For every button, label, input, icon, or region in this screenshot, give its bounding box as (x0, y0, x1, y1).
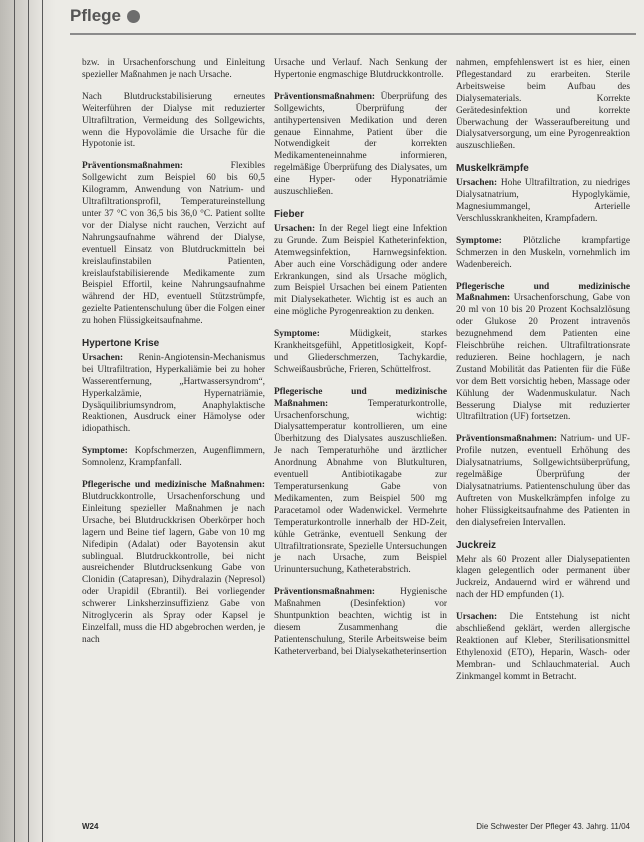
paragraph: bzw. in Ursachenforschung und Einleitung spezieller Maßnahmen je nach Ursache. (82, 58, 265, 80)
paragraph-label: Ursachen: (456, 178, 498, 189)
journal-citation: Die Schwester Der Pfleger 43. Jahrg. 11/04 (476, 822, 630, 831)
paragraph (274, 587, 447, 658)
subheading: Juckreiz (456, 539, 497, 551)
spine-line (14, 0, 15, 842)
paragraph (456, 178, 630, 226)
section-title: Pflege (70, 6, 122, 25)
paragraph-label: Pflegerische und medizinische Maßnahmen: (274, 386, 447, 409)
paragraph-text: Die Entstehung ist nicht abschließend geklärt, werden allergische Reaktionen auf Kleber, Sterilisationsmittel Ethylenoxid (ETO), Heparin, Wasch- oder Membran- und Schlauchmaterial. Auch Zinkmangel kommt in Betracht. (456, 612, 631, 682)
paragraph-label: Symptome: (82, 446, 128, 457)
text-column-1 (82, 58, 265, 657)
subheading: Fieber (274, 208, 305, 220)
subheading: Muskelkrämpfe (456, 163, 529, 175)
paragraph (82, 446, 265, 470)
paragraph-text: In der Regel liegt eine Infektion zu Grunde. Zum Beispiel Katheterinfektion, Atemwegsinfektion, Harnwegsinfektion. Aber auch eine Vorschädigung oder andere Erkrankungen, sind als Ursache möglich, zum Beispiel Ursachen bei einem Patienten mit Dialysekatheter. Wichtig ist es auch an eine mögliche Pyrogenreaktion zu denken. (274, 223, 448, 318)
paragraph-text: Renin-Angiotensin-Mechanismus bei Ultrafiltration, Hyperkaliämie bei zu hoher Wasserentfernung, „Hartwassersyndrom“, Hyperkalzämie, Hypernatriämie, Dysäquilibriumsyndrom, Anaphylaktische Reaktionen, Ausdruck einer Hämolyse oder idiopathisch. (82, 352, 265, 435)
paragraph-text: Ursachenforschung, Gabe von 20 ml von 10 bis 20 Prozent Kochsalzlösung oder Glukose 20 Prozent intravenös bezugnehmend dem Patienten eine Fleischbrühe reichen. Ultrafiltrationsrate reduzieren. Beine hochlagern, je nach Zustand Mobilität das Patienten für die Füße vor dem Bett vorsichtig heben, Massage oder Kühlung der Wadenmuskulatur. Nach Besserung Dialyse mit reduzierter Ultrafiltration (UF) fortsetzen. (456, 293, 631, 423)
paragraph: Ursache und Verlauf. Nach Senkung der Hypertonie engmaschige Blutdruckkontrolle. (274, 58, 447, 80)
paragraph-label: Präventionsmaßnahmen: (456, 434, 558, 445)
spine-line (28, 0, 29, 842)
paragraph (456, 236, 630, 272)
paragraph-text: Hohe Ultrafiltration, zu niedriges Dialysatnatrium, Hypoglykämie, Magnesiummangel, Arterielle Verschlusskrankheiten, Krampfadern. (456, 178, 630, 224)
paragraph (274, 387, 447, 578)
spine-line (42, 0, 43, 842)
paragraph-label: Symptome: (274, 329, 320, 340)
paragraph-text: Temperaturkontrolle, Ursachenforschung, wichtig: Dialysattemperatur kontrollieren, um eine Überhitzung des Dialysates auszuschließen. Je nach Temperaturhöhe und ärztlicher Anordnung Abnahme von Blutkulturen, eventuell Antibiotikagabe zur Temperatursenkung Gabe von Medikamenten, zum Beispiel 500 mg Paracetamol oder Wadenwickel. Vermehrte Temperaturkontrolle innerhalb der HD-Zeit, kühle Getränke, eventuell Senkung der Ultrafiltrationsrate, Spezielle Untersuchungen je nach Ursache, zum Beispiel Urinuntersuchung, Katheterabstrich. (274, 398, 447, 576)
header-rule (70, 33, 636, 35)
paragraph-text: Überprüfung des Sollgewichts, Überprüfung der antihypertensiven Medikation und deren genaue Einnahme, Patient über die Notwendigkeit der korrekten Medikamenteneinnahme informieren, regelmäßige Überprüfung des Dialysates, um eine Hyper- oder Hyponatriämie auszuschließen. (274, 91, 447, 198)
paragraph (274, 92, 447, 199)
paragraph-text: Natrium- und UF-Profile nutzen, eventuell Erhöhung des Dialysatnatriums, Sollgewichtsüberprüfung, regelmäßige Überprüfung der Dialysatnatriums. Patientenschulung über das Auftreten von Muskelkrämpfen infolge zu hoher Flüssigkeitsaufnahme des Patienten in den dialysefreien Intervallen. (456, 434, 630, 528)
paragraph (274, 224, 447, 319)
circle-icon (127, 10, 140, 23)
paragraph-label: Präventionsmaßnahmen: (274, 587, 376, 598)
text-column-2 (274, 58, 447, 669)
paragraph-text: Plötzliche krampfartige Schmerzen in den Muskeln, vornehmlich im Wadenbereich. (456, 235, 631, 270)
page-number: W24 (82, 822, 99, 831)
paragraph-text: Hygienische Maßnahmen (Desinfektion) vor Shuntpunktion beachten, wichtig ist in diesem Zusammenhang die Patientenschulung, Sterile Arbeitsweise beim Katheterverband, bei Dialysekatheterinsertion (274, 587, 447, 657)
section-header (70, 6, 140, 26)
paragraph (82, 161, 265, 328)
paragraph-label: Pflegerische und medizinische Maßnahmen: (456, 281, 630, 304)
paragraph-label: Ursachen: (456, 612, 498, 623)
paragraph: nahmen, empfehlenswert ist es hier, einen Pflegestandard zu erarbeiten. Sterile Arbeitsweise beim Aufbau des Dialysematerials. Korrekte Gerätedesinfektion und korrekte Überwachung der Wasseraufbereitung und Dialysatversorgung, um eine Pyrogenreaktion auszuschließen. (456, 58, 630, 152)
paragraph (456, 282, 630, 425)
text-column-3 (456, 58, 630, 694)
paragraph-text: Kopfschmerzen, Augenflimmern, Somnolenz, Krampfanfall. (82, 446, 266, 469)
paragraph-label: Symptome: (456, 235, 502, 246)
paragraph-label: Pflegerische und medizinische Maßnahmen: (82, 480, 265, 491)
paragraph-label: Präventionsmaßnahmen: (274, 91, 376, 102)
paragraph (274, 329, 447, 377)
paragraph-label: Präventionsmaßnahmen: (82, 161, 184, 172)
paragraph-text: Müdigkeit, starkes Krankheitsgefühl, Appetitlosigkeit, Kopf- und Gliederschmerzen, Tachykardie, Schweißausbrüche, Frieren, Schüttelfrost. (274, 329, 447, 375)
paragraph (82, 480, 265, 647)
paragraph: Mehr als 60 Prozent aller Dialysepatienten klagen gelegentlich oder permanent über Juckreiz, Andauernd wird er während und nach der HD empfunden (1). (456, 554, 630, 601)
paragraph-label: Ursachen: (82, 352, 124, 363)
paragraph-text: Blutdruckkontrolle, Ursachenforschung und Einleitung spezieller Maßnahmen je nach Ursache, bei Blutdruckkrisen Oberkörper hoch lagern und Beine tief lagern, Gabe von 10 mg Nifedipin (Adalat) oder Bayotensin akut sublingual. Blutdruckkontrolle, bei nicht ausreichender Blutdrucksenkung Gabe von Clonidin (Catapresan), Dihydralazin (Nepresol) oder Urapidil (Ebrantil). Bei vorliegender schwerer Linksherzinsuffizienz Gabe von Nitroglycerin als Spray oder Kapsel je Einzelfall, muss die HD abgebrochen werden, je nach (82, 492, 265, 645)
subheading: Hypertone Krise (82, 338, 160, 350)
paragraph-label: Ursachen: (274, 223, 316, 234)
paragraph: Nach Blutdruckstabilisierung erneutes Weiterführen der Dialyse mit reduzierter Ultrafiltration, Vermeidung des Sollgewichts, wenn die Hypovolämie die Ursache für die Hypotonie ist. (82, 91, 265, 150)
paragraph-text: Flexibles Sollgewicht zum Beispiel 60 bis 60,5 Kilogramm, Anwendung von Natrium- und Ultrafiltrationsprofil, Temperatureinstellung unter 37 °C von 36,5 bis 36,0 °C. Patient sollte vor der Dialyse nicht rauchen, Verzicht auf Nahrungsaufnahme während der Dialyse, eventuell Einsatz von Blutdruckmitteln bei kreislaufinstabilen Patienten, kreislaufstabilisierende Medikamente zum Beispiel Effortil, keine Nahrungsaufnahme während der HD, eventuell Stützstrümpfe, gezielte Patientenschulung über die Folgen einer zu hohen Flüssigkeitsaufnahme. (82, 161, 265, 327)
paragraph (82, 353, 265, 436)
paragraph (456, 612, 630, 683)
paragraph (456, 434, 630, 529)
